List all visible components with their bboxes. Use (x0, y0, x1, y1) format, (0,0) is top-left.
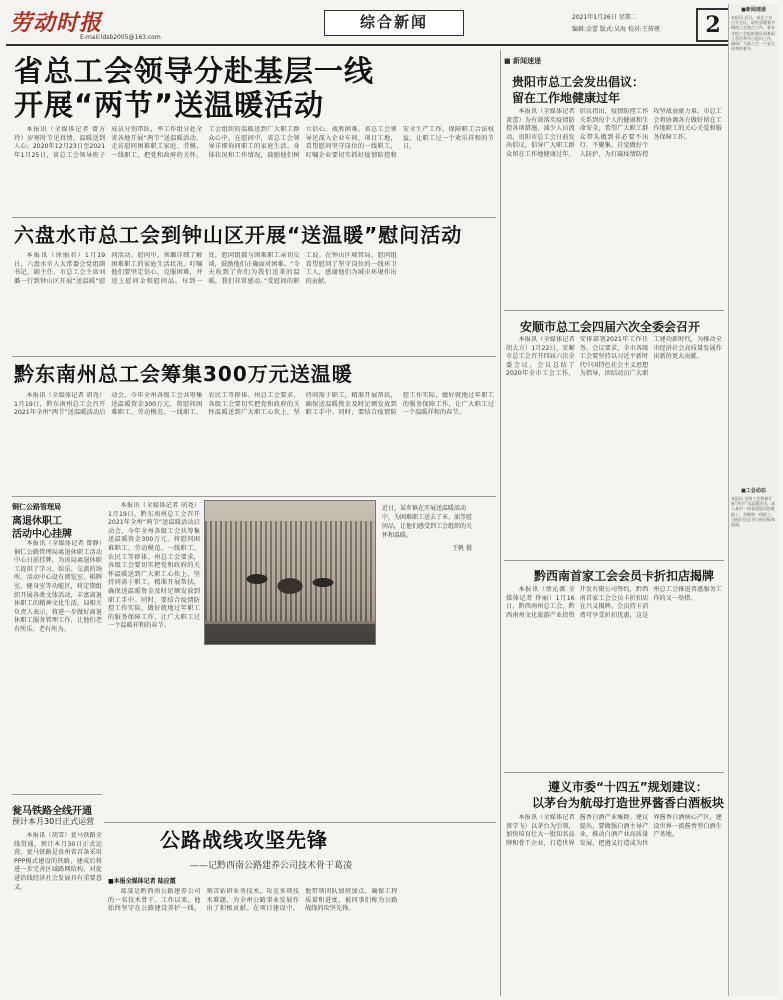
masthead (6, 4, 777, 46)
masthead-email: E-mail:ldsb2005@163.com (80, 34, 161, 41)
middle-filler-text: 本报讯（全媒体记者 胡尧）1月19日，黔东南州总工会召开2021年全州“两节”送温暖活动启动会，今年全州各级工会共筹集送温暖资金300万元，将慰问困难职工、劳动模范、一线职工、农民工等群体。州总工会要求，各级工会要切实把党和政府的关怀温暖送到广大职工心坎上，坚持问需于职工，精准开展帮扶，确保送温暖资金及时足额发放到职工手中。同时，要结合疫情防控工作实际，做好就地过年职工的服务保障工作，让广大职工过一个温暖祥和的春节。 (108, 502, 200, 630)
story2-text: 本报讯（徐丽君）1月19日，六盘水市人大常委会党组副书记、副主任、市总工会主席刘璐一行到钟山区开展“送温暖”慰问活动。慰问中，刘璐详细了解困难职工的家庭生活状况，叮嘱他们要坚定信心，克服困难，并送上慰问金和慰问品。每到一处，慰问组都与困难职工亲切交谈，鼓励他们正确面对困难。“今天收到了你们为我们送来的温暖，我们非常感动。”受慰问的职工说。在钟山区城管局，慰问组看望慰问了坚守岗位的一线环卫工人，感谢他们为城市环境作出的贡献。 (14, 252, 397, 285)
story4-byline: ■本报全媒体记者 陆应霞 (108, 878, 176, 885)
section-title-box (324, 10, 464, 36)
divider (504, 772, 724, 773)
right-news-column (728, 4, 778, 996)
side-story-b-body (506, 336, 722, 558)
photo-caption-text: 近日，某乡镇在开展送温暖活动中，为困难职工送去了米、油等慰问品，让他们感受到工会组织的关怀和温暖。 (382, 505, 473, 539)
story2-body (14, 252, 494, 352)
railway-subheadline: 预计本月30日正式运营 (12, 817, 95, 826)
page-number: 2 (696, 8, 730, 42)
story2-headline: 六盘水市总工会到钟山区开展“送温暖”慰问活动 (14, 223, 463, 247)
right-column-text-1: 本报讯 近日，省总工会召开会议，研究部署春节期间工会重点工作，要求各级工会组织做好困难职工帮扶和节日慰问工作，确保广大职工过一个安全祥和的春节。 (731, 15, 775, 52)
railway-text: 本报讯（胡雪）瓮马铁路全线贯通，预计本月30日正式运营。瓮马铁路是贵州省首条采用PPP模式建设的铁路，建成后将进一步完善区域路网结构，对促进沿线经济社会发展具有重要意义。 (14, 832, 102, 891)
railway-headline: 瓮马铁路全线开通 (12, 806, 92, 817)
divider (12, 356, 496, 357)
lead-article-text: 本报讯（全媒体记者 曾方玲）岁寒时节见真情，温暖送到人心。2020年12月23日至2021年1月25日，省总工会领导班子成员分别带队，率工作组分赴全省各地开展“两节”送温暖活动，走访慰问困难职工家庭、劳模、一线职工，把党和政府的关怀、工会组织的温暖送到广大职工群众心中。在慰问中，省总工会领导详细询问职工的家庭生活、身体状况和工作情况，鼓励他们树立信心、战胜困难。省总工会领导还深入企业车间、项目工地，看望慰问坚守岗位的一线职工，叮嘱企业要切实抓好疫情防控和安全生产工作，保障职工合法权益，让职工过一个欢乐祥和的节日。 (14, 126, 494, 159)
story4-body (108, 888, 496, 992)
right-column-text-2: 本报讯 各级工会积极开展“两节”送温暖活动，深入基层一线看望慰问困难职工、劳模和一线职工，为他们送去节日的问候和祝福。 (731, 496, 776, 528)
newspaper-logo: 劳动时报 (10, 10, 103, 36)
side-story-d-body (506, 814, 722, 992)
side-story-a-text: 本报讯（全媒体记者 黄蕾）为有效落实疫情防控各项措施，减少人员流动，贵阳市总工会日前发出倡议，倡导广大职工群众留在工作地健康过年。倡议指出，疫情防控工作关系到每个人的健康和生命安全，希望广大职工群众带头做到非必要不出行、不聚集，自觉做好个人防护，为打赢疫情防控攻坚战贡献力量。市总工会将协调各方做好留在工作地职工的关心关爱和服务保障工作。 (506, 108, 722, 158)
story4-text: 葛凌是黔西南公路建养公司的一名技术骨干。工作以来，他始终坚守在公路建设养护一线，刻苦钻研业务技术，攻克多项技术难题，为全州公路事业发展作出了积极贡献。在项目建设中，他带领团队加班加点，确保工程质量和进度，被同事们称为公路战线的攻坚先锋。 (108, 888, 398, 913)
right-column-heading-2: ■工会动态 (741, 488, 766, 494)
divider (12, 217, 496, 218)
side-story-d-headline-line2: 以茅台为航母打造世界酱香白酒板块 (532, 796, 725, 810)
side-story-c-text: 本报讯（蔡沁源 全媒体记者 佟丽）1月16日，黔西南州总工会、黔西南州文化旅游产业投资开发有限公司签约，黔西南首家工会会员卡折扣店在兴义揭牌。会员持卡消费可享受折扣优惠，这是州总工会推进普惠服务工作的又一举措。 (506, 586, 722, 619)
photo-caption (382, 504, 472, 553)
lead-headline-line2: 开展“两节”送温暖活动 (14, 88, 325, 122)
photo-figures (235, 551, 345, 621)
lead-article-body (14, 126, 494, 214)
divider (504, 310, 724, 311)
side-story-a-headline-line2: 留在工作地健康过年 (512, 91, 621, 105)
left-story-text: 本报讯（全媒体记者 曾静）铜仁公路管理局离退休职工活动中心日前挂牌，为该局离退休职工提供了学习、娱乐、交流的场所。活动中心设有阅览室、棋牌室、健身室等功能区，将定期组织开展各类文体活动，丰富离退休职工的精神文化生活。局相关负责人表示，将进一步做好离退休职工服务管理工作，让他们老有所乐、老有所为。 (14, 540, 102, 633)
news-flash-label: ■ 新闻速递 (504, 57, 542, 65)
side-story-b-text: 本报讯（全媒体记者 胡大方）1月22日，安顺市总工会召开四届六次全委会议。会议总结了2020年全市工会工作，安排部署2021年工作任务。会议要求，全市各级工会要坚持以习近平新时代中国特色社会主义思想为指导，团结动员广大职工建功新时代，为推动全市经济社会高质量发展作出新的更大贡献。 (506, 336, 722, 378)
side-story-a-headline-line1: 贵阳市总工会发出倡议： (512, 75, 645, 89)
side-story-b-headline: 安顺市总工会四届六次全委会召开 (520, 320, 701, 334)
left-story-headline-line2: 活动中心挂牌 (12, 529, 72, 540)
story4-headline: 公路战线攻坚先锋 (160, 828, 328, 852)
left-story-headline-line1: 离退休职工 (12, 516, 62, 527)
side-story-c-headline: 黔西南首家工会会员卡折扣店揭牌 (534, 569, 715, 583)
editor-credits: 编辑:金蕾 版式:吴海 校对:王传瑾 (572, 26, 660, 33)
right-column-heading-1: ■新闻速递 (741, 7, 766, 13)
divider (504, 560, 724, 561)
story3-text: 本报讯（全媒体记者 胡尧）1月19日，黔东南州总工会召开2021年全州“两节”送温暖活动启动会，今年全州各级工会共筹集送温暖资金300万元，将慰问困难职工、劳动模范、一线职工、农民工等群体。州总工会要求，各级工会要切实把党和政府的关怀温暖送到广大职工心坎上，坚持问需于职工，精准开展帮扶，确保送温暖资金及时足额发放到职工手中。同时，要结合疫情防控工作实际，做好就地过年职工的服务保障工作，让广大职工过一个温暖祥和的春节。 (14, 392, 494, 417)
column-divider (500, 50, 501, 996)
side-story-a-body (506, 108, 722, 306)
side-story-d-headline-line1: 遵义市委“十四五”规划建议： (548, 780, 708, 794)
story3-headline: 黔东南州总工会筹集300万元送温暖 (14, 362, 353, 386)
railway-body (14, 832, 102, 992)
left-story-kicker: 铜仁公路管理局 (12, 503, 61, 511)
middle-filler-body (108, 502, 200, 822)
left-story-body (14, 540, 102, 790)
photo-credit: 王帆 摄 (452, 545, 472, 552)
side-story-d-text: 本报讯（全媒体记者 蔡学飞）以茅台为引领，加快培育壮大一批知名品牌和骨干企业，打造世界酱香白酒产业集群。建议提出，要做强白酒主导产业，推动白酒产业高质量发展，把遵义打造成为世界酱香白酒核心产区，建设世界一流酱香型白酒生产基地。 (506, 814, 722, 847)
photo-shade (205, 624, 375, 644)
divider (104, 822, 496, 823)
news-photo (204, 500, 376, 645)
section-title: 综合新闻 (359, 13, 428, 31)
side-story-c-body (506, 586, 722, 770)
divider (12, 794, 102, 795)
divider (12, 496, 496, 497)
issue-date: 2021年1月26日 星期二 (572, 14, 637, 21)
story3-body (14, 392, 494, 492)
story4-subheadline: ——记黔西南公路建养公司技术骨干葛凌 (190, 861, 353, 871)
lead-headline-line1: 省总工会领导分赴基层一线 (14, 54, 375, 88)
